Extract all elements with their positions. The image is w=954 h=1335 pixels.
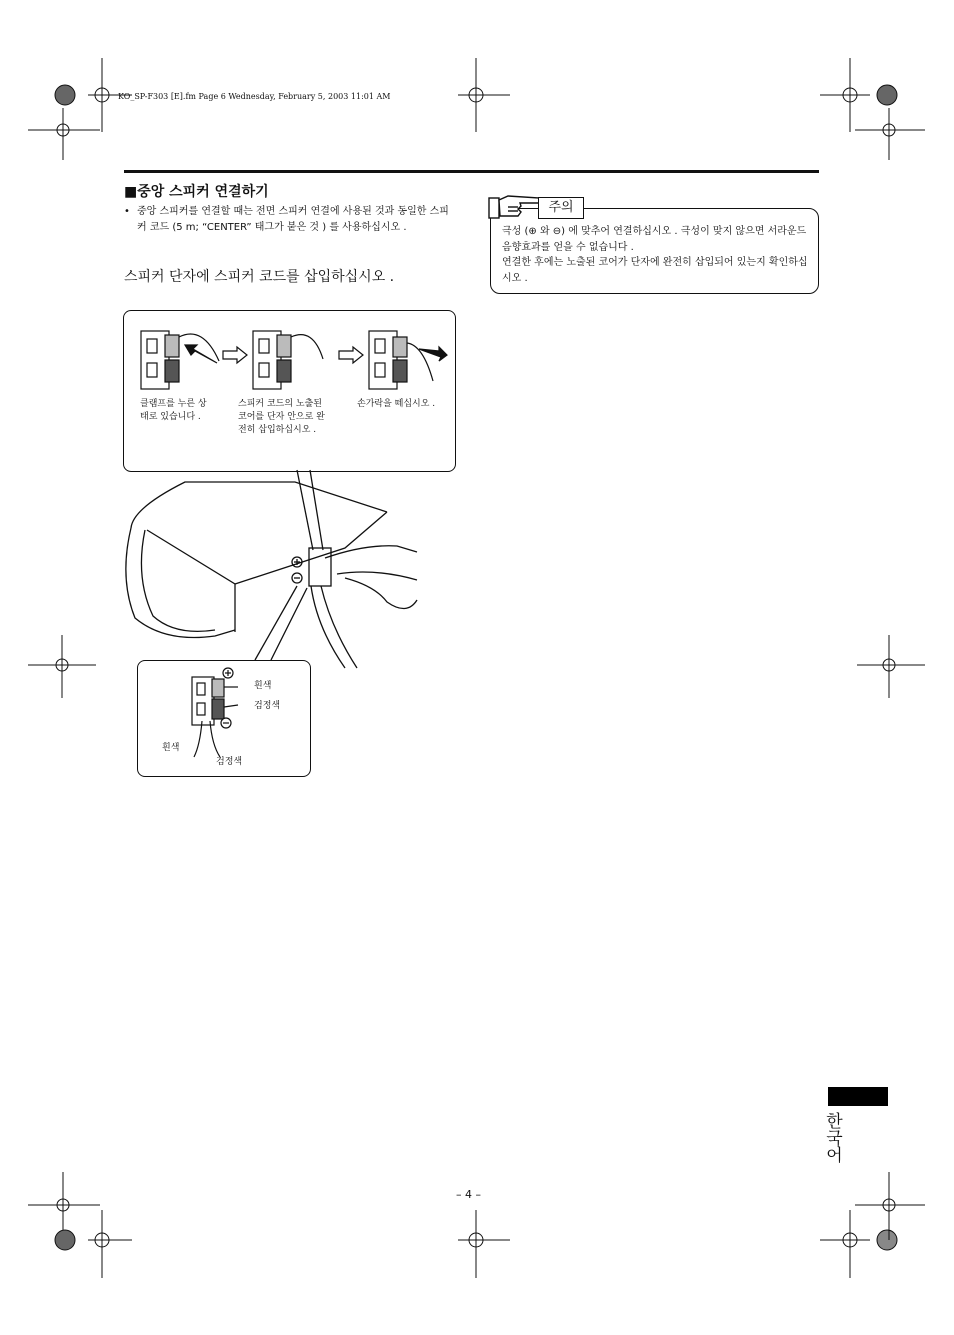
bullet-symbol: •: [124, 206, 130, 217]
step-3-text: 손가락을 떼십시오 .: [357, 399, 436, 409]
inset-terminal-illustration: [180, 665, 260, 760]
instruction-heading: 스피커 단자에 스피커 코드를 삽입하십시오 .: [124, 269, 395, 285]
language-tab-marker: [828, 1087, 888, 1106]
section-rule: [124, 170, 819, 173]
bullet-paragraph: [124, 204, 457, 236]
inset-label-white-top: 흰색: [254, 681, 272, 691]
terminal-step-illustrations: [123, 315, 454, 405]
file-header-line: KO_SP-F303 [E].fm Page 6 Wednesday, February 5, 2003 11:01 AM: [118, 92, 391, 101]
step-1-text: 클램프를 누른 상태로 있습니다 .: [140, 399, 207, 422]
bullet-text: 중앙 스피커를 연결할 때는 전면 스피커 연결에 사용된 것과 동일한 스피커 코드 (5 m; “CENTER” 태그가 붙은 것 ) 를 사용하십시오 .: [137, 206, 449, 233]
language-tab-label: 한국어: [822, 1112, 842, 1163]
caution-label: 주의: [538, 197, 584, 219]
section-title: ■중앙 스피커 연결하기: [124, 184, 269, 200]
caution-text-insert: 연결한 후에는 노출된 코어가 단자에 완전히 삽입되어 있는지 확인하십시오 .: [502, 257, 808, 284]
inset-label-white-bottom: 흰색: [162, 743, 180, 753]
step-2-text: 스피커 코드의 노출된 코어를 단자 안으로 완전히 삽입하십시오 .: [238, 399, 325, 435]
center-speaker-illustration: [125, 468, 455, 668]
inset-label-black-bottom: 검정색: [216, 757, 243, 767]
caution-text: [502, 224, 810, 286]
page-number: – 4 –: [456, 1188, 481, 1201]
caution-text-polarity: 극성 (⊕ 와 ⊖) 에 맞추어 연결하십시오 . 극성이 맞지 않으면 서라운드 음향효과를 얻을 수 없습니다 .: [502, 226, 807, 253]
inset-label-black-top: 검정색: [254, 701, 281, 711]
